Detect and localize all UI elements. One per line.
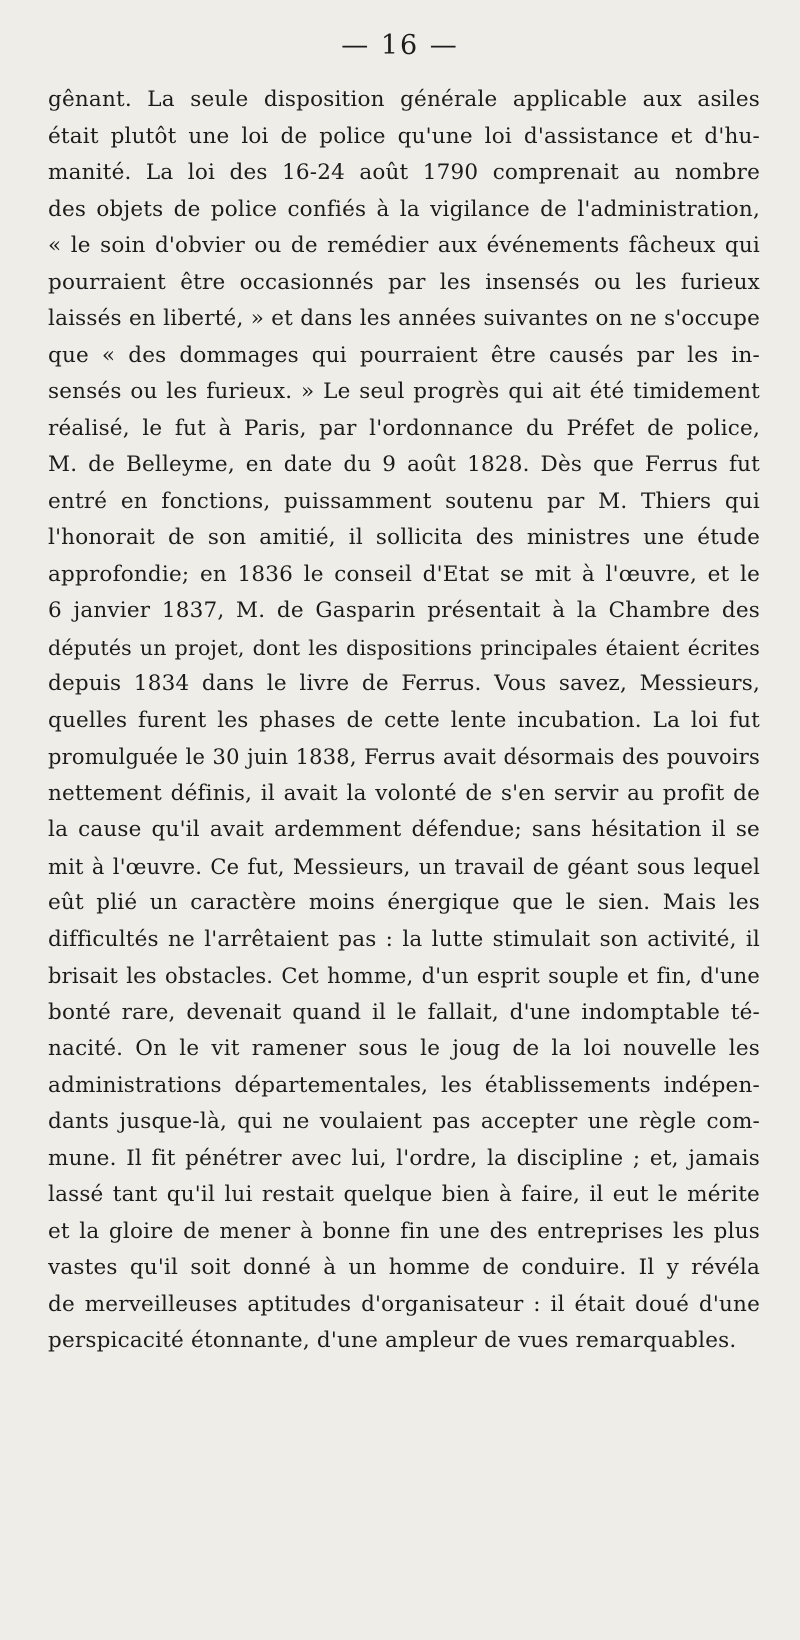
text-line: M. de Belleyme, en date du 9 août 1828. Dès que Ferrus fut [48,452,760,477]
text-line: depuis 1834 dans le livre de Ferrus. Vous savez, Messieurs, [48,671,760,696]
text-line: quelles furent les phases de cette lente incubation. La loi fut [48,707,760,733]
body-text [48,82,760,1360]
text-line: approfondie; en 1836 le conseil d'Etat se mit à l'œuvre, et le [48,561,760,587]
text-line: eût plié un caractère moins énergique que le sien. Mais les [48,890,760,915]
text-line: « le soin d'obvier ou de remédier aux événements fâcheux qui [48,233,760,258]
text-line: promulguée le 30 juin 1838, Ferrus avait désormais des pouvoirs [48,745,760,769]
text-line: vastes qu'il soit donné à un homme de conduire. Il y révéla [48,1255,760,1280]
text-line: manité. La loi des 16-24 août 1790 comprenait au nombre [48,160,760,185]
text-line: députés un projet, dont les dispositions principales étaient écrites [48,635,760,660]
text-line: sensés ou les furieux. » Le seul progrès qui ait été timidement [48,379,760,404]
text-line: des objets de police confiés à la vigilance de l'administration, [48,196,760,222]
text-line: réalisé, le fut à Paris, par l'ordonnance du Préfet de police, [48,415,760,441]
text-line: et la gloire de mener à bonne fin une des entreprises les plus [48,1218,760,1244]
text-line: difficultés ne l'arrêtaient pas : la lutte stimulait son activité, il [48,926,760,952]
text-line: brisait les obstacles. Cet homme, d'un esprit souple et fin, d'une [48,964,760,988]
text-line: nacité. On le vit ramener sous le joug de la loi nouvelle les [48,1036,760,1061]
text-line: pourraient être occasionnés par les insensés ou les furieux [48,269,760,295]
text-line: lassé tant qu'il lui restait quelque bien à faire, il eut le mérite [48,1182,760,1207]
text-line: que « des dommages qui pourraient être causés par les in- [48,342,760,368]
text-line: entré en fonctions, puissamment soutenu par M. Thiers qui [48,488,760,514]
text-line: dants jusque-là, qui ne voulaient pas accepter une règle com- [48,1109,760,1134]
text-line: laissés en liberté, » et dans les années suivantes on ne s'occupe [48,306,760,331]
text-line: administrations départementales, les établissements indépen- [48,1072,760,1098]
text-line: mit à l'œuvre. Ce fut, Messieurs, un travail de géant sous lequel [48,854,760,879]
text-line: mune. Il fit pénétrer avec lui, l'ordre, la discipline ; et, jamais [48,1145,760,1171]
text-line: de merveilleuses aptitudes d'organisateur : il était doué d'une [48,1291,760,1317]
text-line: la cause qu'il avait ardemment défendue; sans hésitation il se [48,817,760,842]
text-line: bonté rare, devenait quand il le fallait, d'une indomptable té- [48,999,760,1025]
page-number: — 16 — [341,30,459,61]
text-line: 6 janvier 1837, M. de Gasparin présentait à la Chambre des [48,598,760,623]
text-line: gênant. La seule disposition générale applicable aux asiles [48,87,760,112]
text-line: l'honorait de son amitié, il sollicita des ministres une étude [48,525,760,550]
text-line: perspicacité étonnante, d'une ampleur de vues remarquables. [48,1328,737,1353]
text-line: nettement définis, il avait la volonté de s'en servir au profit de [48,780,760,806]
text-line: était plutôt une loi de police qu'une loi d'assistance et d'hu- [48,123,760,149]
